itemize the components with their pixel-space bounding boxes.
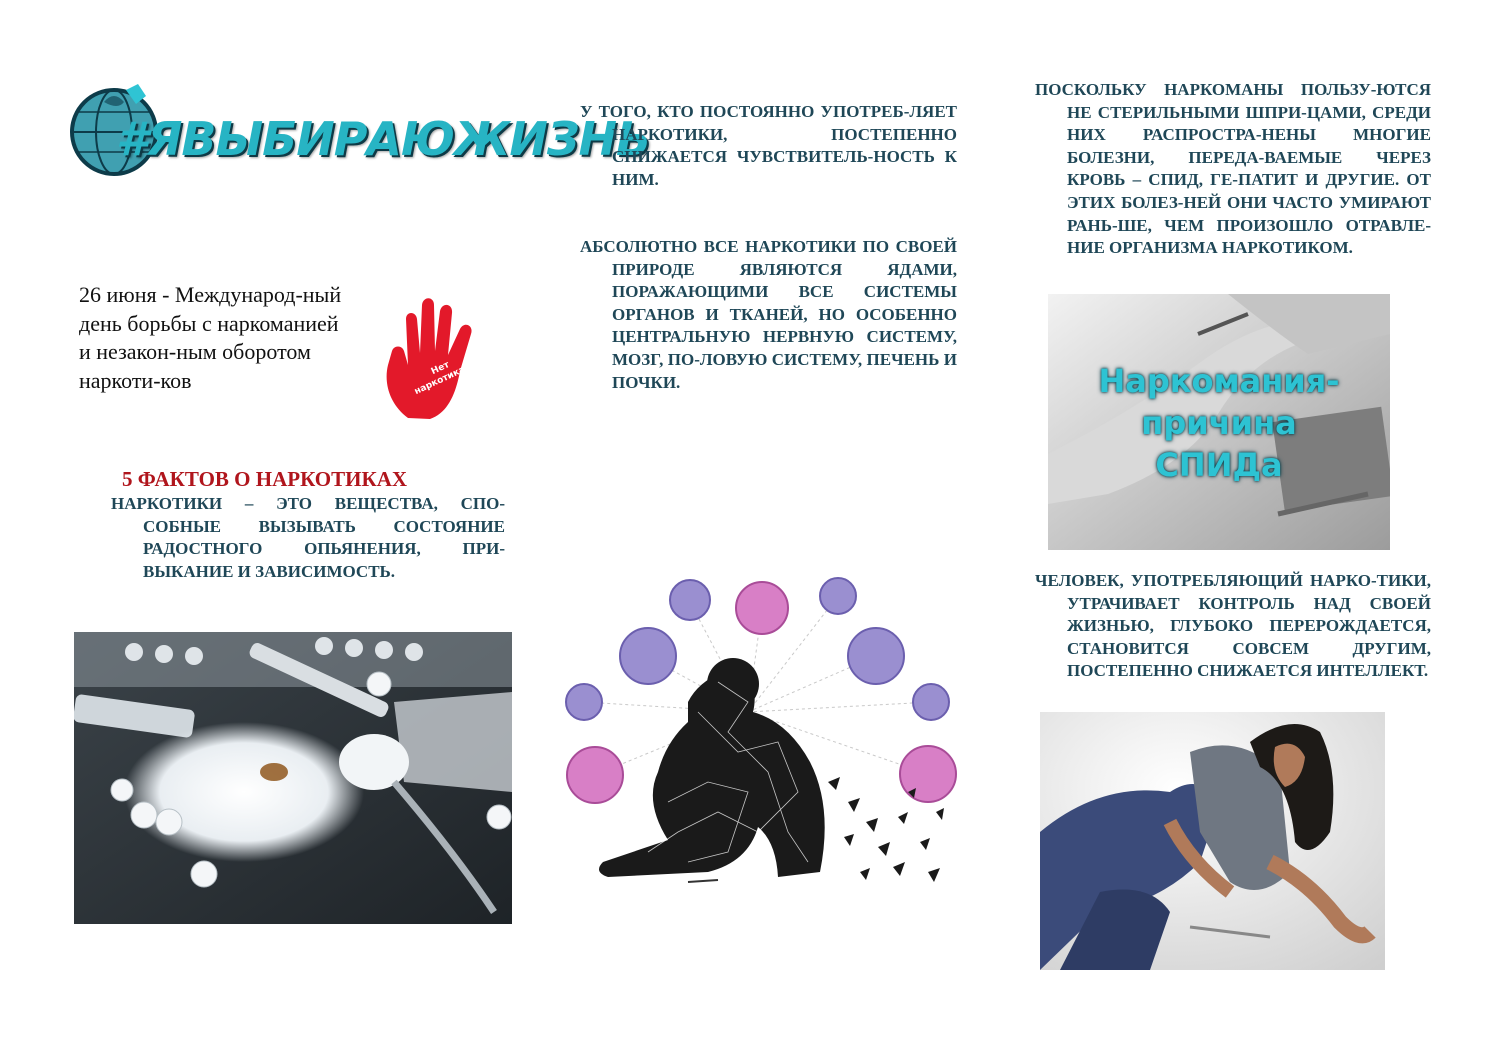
liver-icon — [900, 746, 956, 802]
event-date-text: 26 июня - Международ-ный день борьбы с наркоманией и незакон-ным оборотом наркоти-ков — [79, 282, 342, 393]
fact-5-text: ЧЕЛОВЕК, УПОТРЕБЛЯЮЩИЙ НАРКО-ТИКИ, УТРАЧИВАЕТ КОНТРОЛЬ НАД СВОЕЙ ЖИЗНЬЮ, ГЛУБОКО ПЕРЕРОЖДАЕТСЯ, СТАНОВИТСЯ СОВСЕМ ДРУГИМ, ПОСТЕПЕННО СНИЖАЕТСЯ ИНТЕЛЛЕКТ. — [1035, 571, 1431, 681]
kidneys-icon — [913, 684, 949, 720]
fact-1-text: НАРКОТИКИ – ЭТО ВЕЩЕСТВА, СПО-СОБНЫЕ ВЫЗЫВАТЬ СОСТОЯНИЕ РАДОСТНОГО ОПЬЯНЕНИЯ, ПРИ-ВЫКАНИЕ И ЗАВИСИМОСТЬ. — [111, 494, 505, 581]
fact-2-text: У ТОГО, КТО ПОСТОЯННО УПОТРЕБ-ЛЯЕТ НАРКОТИКИ, ПОСТЕПЕННО СНИЖАЕТСЯ ЧУВСТВИТЕЛЬ-НОСТЬ К НИМ. — [580, 102, 957, 189]
addict-photo — [1040, 712, 1385, 970]
aids-caption-line-1: Наркомания- — [1098, 362, 1340, 400]
hand-badge-text: Нет наркотикам! — [412, 360, 478, 398]
heart-icon — [620, 628, 676, 684]
stop-hand-icon — [378, 293, 498, 423]
fact-4-text: ПОСКОЛЬКУ НАРКОМАНЫ ПОЛЬЗУ-ЮТСЯ НЕ СТЕРИЛЬНЫМИ ШПРИ-ЦАМИ, СРЕДИ НИХ РАСПРОСТРА-НЕНЫ МНОГИЕ БОЛЕЗНИ, ПЕРЕДА-ВАЕМЫЕ ЧЕРЕЗ КРОВЬ – СПИД, ГЕ-ПАТИТ И ДРУГИЕ. ОТ ЭТИХ БОЛЕЗ-НЕЙ ОНИ ЧАСТО УМИРАЮТ РАНЬ-ШЕ, ЧЕМ ПРОИЗОШЛО ОТРАВЛЕ-НИЕ ОРГАНИЗМА НАРКОТИКОМ. — [1035, 80, 1431, 258]
aids-photo — [1048, 294, 1390, 550]
reproductive-icon — [566, 684, 602, 720]
logo-text: #ЯВЫБИРАЮЖИЗНЬ — [116, 112, 651, 166]
lungs-icon — [848, 628, 904, 684]
aids-caption-line-2: причина — [1141, 404, 1297, 442]
stomach-icon — [820, 578, 856, 614]
aids-caption — [1048, 360, 1390, 486]
drugs-photo — [74, 632, 512, 924]
organs-illustration — [548, 572, 960, 890]
pelvis-icon — [670, 580, 710, 620]
aids-caption-line-3: СПИДа — [1155, 446, 1283, 484]
fact-3-text: АБСОЛЮТНО ВСЕ НАРКОТИКИ ПО СВОЕЙ ПРИРОДЕ ЯВЛЯЮТСЯ ЯДАМИ, ПОРАЖАЮЩИМИ ВСЕ СИСТЕМЫ ОРГАНОВ И ТКАНЕЙ, НО ОСОБЕННО ЦЕНТРАЛЬНУЮ НЕРВНУЮ СИСТЕМУ, МОЗГ, ПО-ЛОВУЮ СИСТЕМУ, ПЕЧЕНЬ И ПОЧКИ. — [580, 237, 957, 392]
logo — [66, 82, 651, 200]
facts-title: 5 ФАКТОВ О НАРКОТИКАХ — [122, 467, 408, 491]
intestines-icon — [567, 747, 623, 803]
brain-icon — [736, 582, 788, 634]
